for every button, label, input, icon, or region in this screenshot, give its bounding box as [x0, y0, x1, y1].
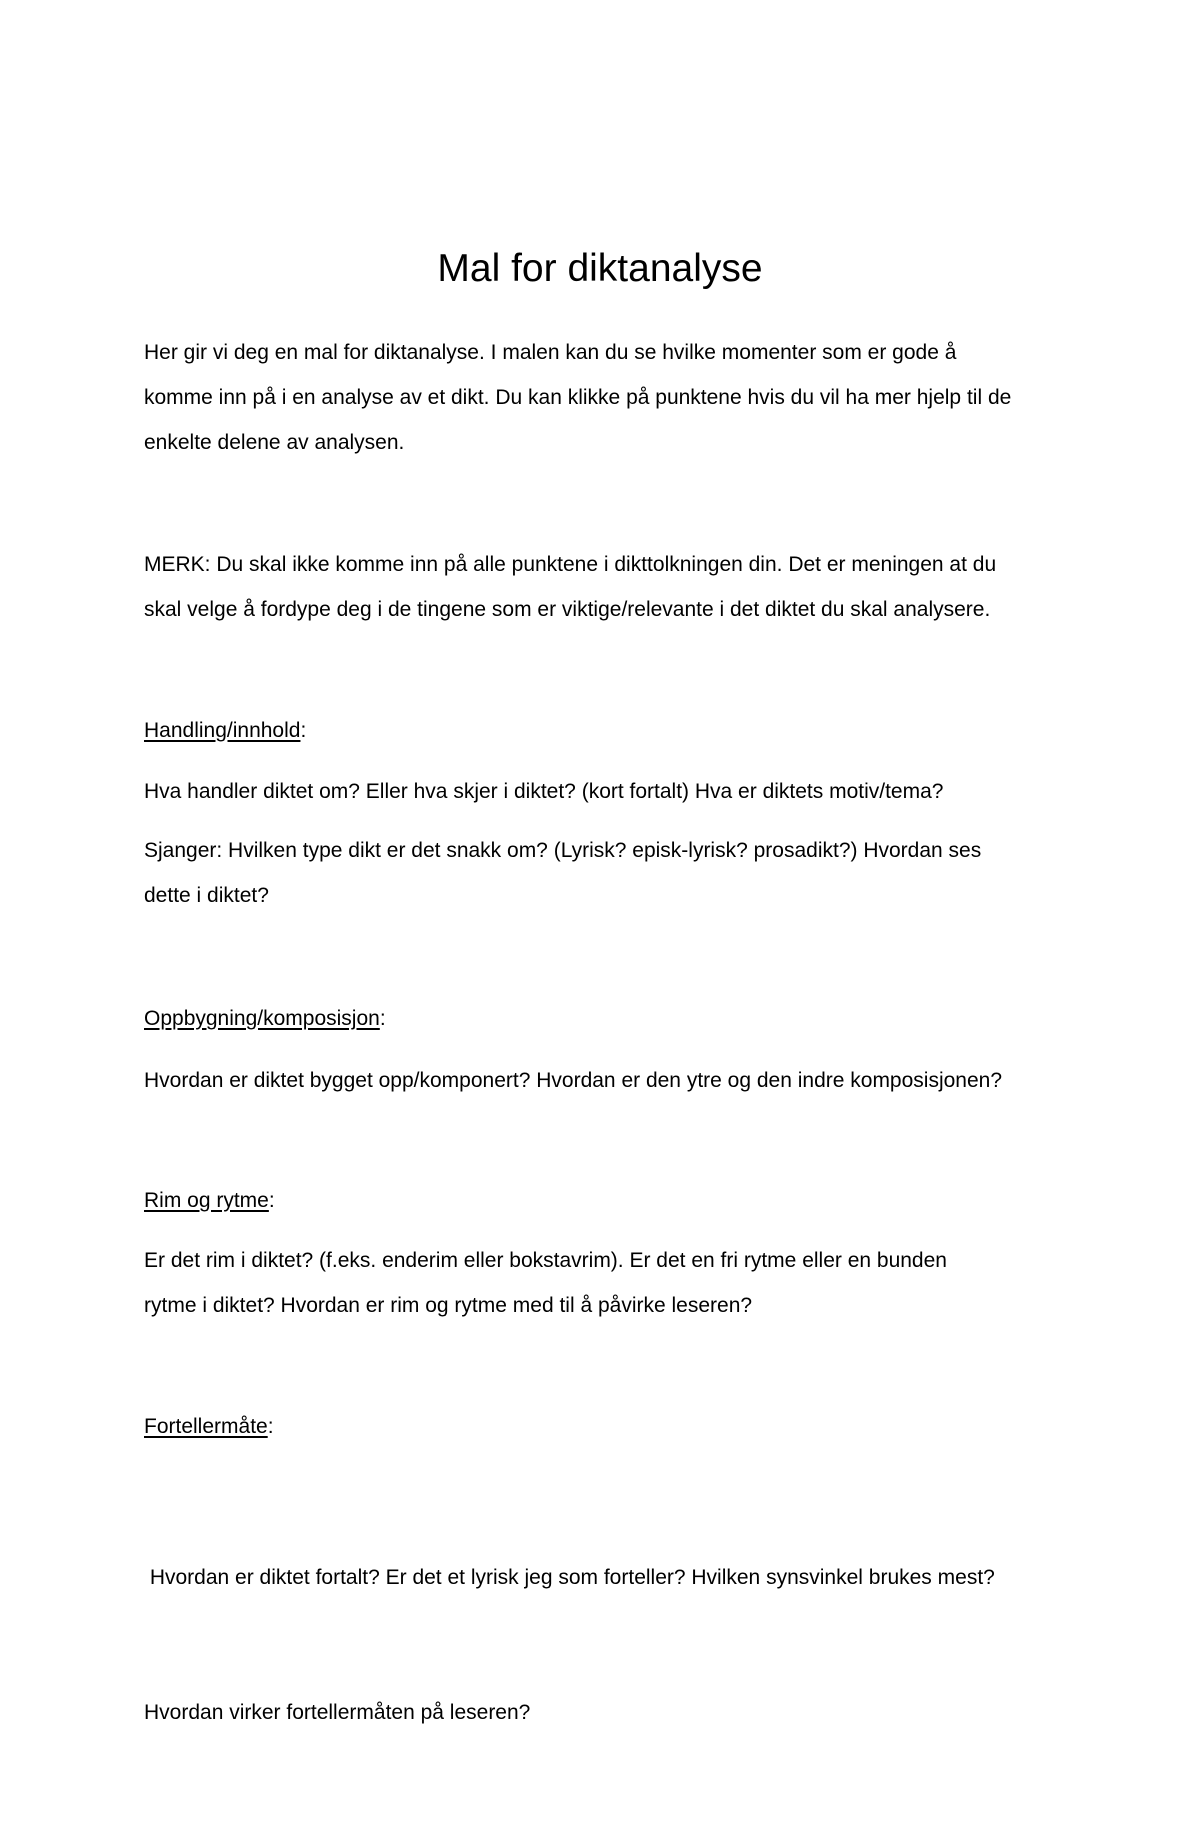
heading-colon: :: [379, 1007, 386, 1030]
section-heading-rim[interactable]: [144, 1178, 275, 1223]
heading-colon: :: [268, 1189, 275, 1212]
section-paragraph: [144, 1058, 1084, 1103]
paragraph-line: dette i diktet?: [144, 884, 269, 907]
intro-line: Her gir vi deg en mal for diktanalyse. I malen kan du se hvilke momenter som er gode å: [144, 341, 957, 364]
note-line: MERK: Du skal ikke komme inn på alle punktene i dikttolkningen din. Det er meningen at du: [144, 553, 997, 576]
section-heading-link[interactable]: Fortellermåte: [144, 1415, 268, 1438]
paragraph-line: Er det rim i diktet? (f.eks. enderim eller bokstavrim). Er det en fri rytme eller en bunden: [144, 1249, 947, 1272]
note-line: skal velge å fordype deg i de tingene som er viktige/relevante i det diktet du skal analysere.: [144, 598, 991, 621]
section-heading-link[interactable]: Oppbygning/komposisjon: [144, 1007, 380, 1030]
section-paragraph: [144, 1465, 1084, 1825]
heading-colon: :: [300, 719, 307, 742]
paragraph-line: Sjanger: Hvilken type dikt er det snakk om? (Lyrisk? episk-lyrisk? prosadikt?) Hvordan ses: [144, 839, 982, 862]
section-heading-handling[interactable]: [144, 708, 306, 753]
paragraph-line: Hvordan er diktet fortalt? Er det et lyrisk jeg som forteller? Hvilken synsvinkel brukes mest?: [144, 1566, 995, 1589]
document-title: Mal for diktanalyse: [437, 247, 763, 290]
intro-line: komme inn på i en analyse av et dikt. Du kan klikke på punktene hvis du vil ha mer hjelp til de: [144, 386, 1012, 409]
note-paragraph: [144, 542, 1084, 632]
paragraph-line: Hvordan er diktet bygget opp/komponert? Hvordan er den ytre og den indre komposisjonen?: [144, 1069, 1003, 1092]
intro-paragraph: [144, 330, 1084, 465]
heading-colon: :: [267, 1415, 274, 1438]
paragraph-line: rytme i diktet? Hvordan er rim og rytme med til å påvirke leseren?: [144, 1294, 753, 1317]
section-heading-link[interactable]: Handling/innhold: [144, 719, 301, 742]
section-heading-oppbygning[interactable]: [144, 996, 386, 1041]
section-paragraph: [144, 1238, 1084, 1328]
section-heading-fortellermate[interactable]: [144, 1404, 274, 1449]
section-paragraph: [144, 769, 1084, 814]
paragraph-line: Hva handler diktet om? Eller hva skjer i diktet? (kort fortalt) Hva er diktets motiv/tema?: [144, 780, 944, 803]
intro-line: enkelte delene av analysen.: [144, 431, 405, 454]
section-heading-link[interactable]: Rim og rytme: [144, 1189, 269, 1212]
section-paragraph: [144, 828, 1084, 918]
paragraph-line: Hvordan virker fortellermåten på leseren?: [144, 1701, 531, 1724]
